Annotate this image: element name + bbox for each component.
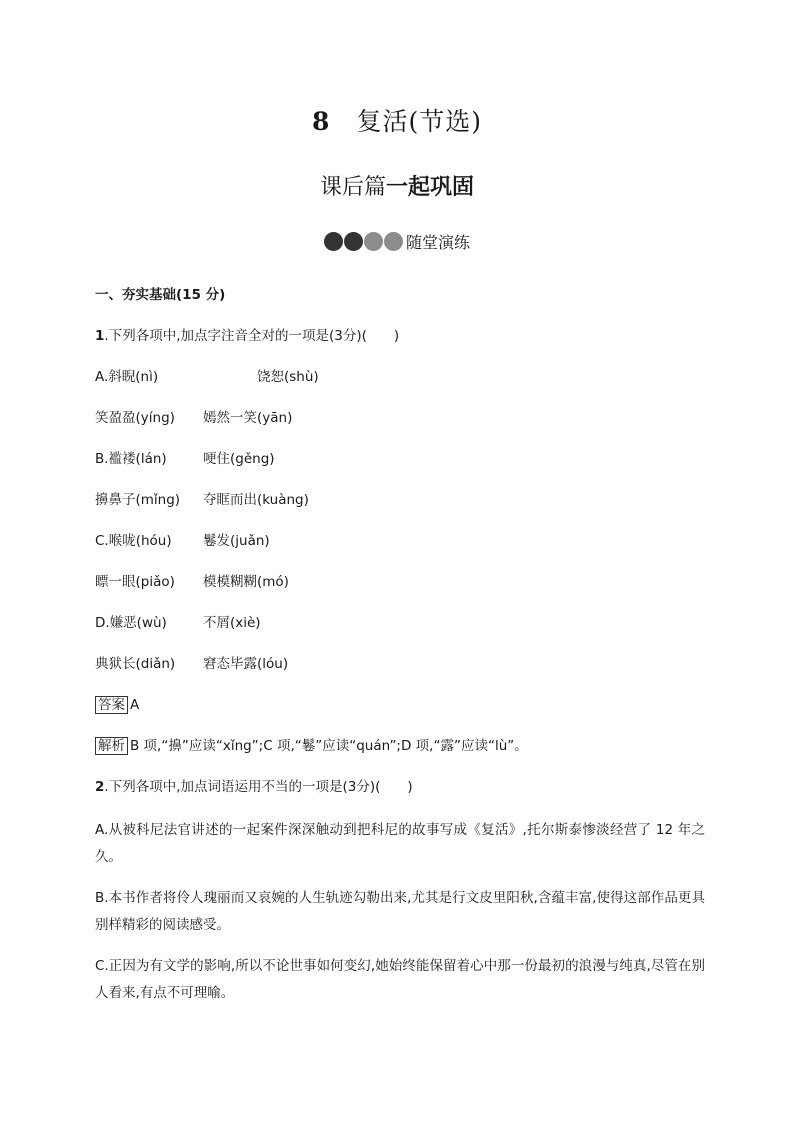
option-c-item-2: 鬈发(juǎn) xyxy=(203,533,270,549)
option-c-item-4: 模模糊糊(mó) xyxy=(203,574,289,590)
question-1-stem xyxy=(95,325,705,366)
question-2-stem xyxy=(95,776,705,817)
option-b-row-2 xyxy=(95,489,705,530)
question-number: 1 xyxy=(95,328,105,344)
subtitle-regular: 课后篇 xyxy=(319,175,386,200)
lesson-title: 复活(节选) xyxy=(356,107,482,136)
option-c-row-1 xyxy=(95,530,705,571)
option-b-item-2: 哽住(gěng) xyxy=(203,451,275,467)
option-a-row-2 xyxy=(95,407,705,448)
option-a-item-2: 饶恕(shù) xyxy=(257,369,319,385)
option-d-item-1: D.嫌恶(wù) xyxy=(95,615,167,631)
page-title xyxy=(0,102,794,138)
question-2-option-c: C.正因为有文学的影响,所以不论世事如何变幻,她始终能保留着心中那一份最初的浪漫与纯真,尽管在别人看来,有点不可理喻。 xyxy=(95,958,705,1001)
practice-tag xyxy=(0,230,794,253)
question-text: .下列各项中,加点词语运用不当的一项是(3分)( ) xyxy=(104,779,413,795)
option-a-row-1 xyxy=(95,366,705,407)
question-text: .下列各项中,加点字注音全对的一项是(3分)( ) xyxy=(104,328,400,344)
question-number: 2 xyxy=(95,779,105,795)
practice-tag-label: 随堂演练 xyxy=(405,233,470,252)
question-2-option-a: A.从被科尼法官讲述的一起案件深深触动到把科尼的故事写成《复活》,托尔斯泰惨淡经营了 12 年之久。 xyxy=(95,822,705,865)
answer-value: A xyxy=(130,697,140,713)
option-a-item-1: A.斜睨(nì) xyxy=(95,369,159,385)
option-c-item-1: C.喉咙(hóu) xyxy=(95,533,172,549)
option-b-item-4: 夺眶而出(kuàng) xyxy=(203,492,309,508)
dot-icon xyxy=(344,232,363,251)
answer-row xyxy=(95,694,705,735)
analysis-label: 解析 xyxy=(95,737,128,755)
answer-label: 答案 xyxy=(95,696,128,714)
option-b-item-3: 擤鼻子(mǐng) xyxy=(95,492,181,508)
analysis-text: B 项,“擤”应读“xǐng”;C 项,“鬈”应读“quán”;D 项,“露”应读“lù”。 xyxy=(130,738,528,754)
exercise-content xyxy=(95,284,705,1021)
dots-icon xyxy=(324,232,404,251)
dot-icon xyxy=(324,232,343,251)
option-d-row-2 xyxy=(95,653,705,694)
dot-icon xyxy=(384,232,403,251)
option-c-row-2 xyxy=(95,571,705,612)
analysis-row xyxy=(95,735,705,776)
option-b-row-1 xyxy=(95,448,705,489)
option-c-item-3: 瞟一眼(piǎo) xyxy=(95,574,175,590)
option-a-item-4: 嫣然一笑(yān) xyxy=(203,410,293,426)
lesson-number: 8 xyxy=(312,107,331,136)
question-2-option-b: B.本书作者将伶人瑰丽而又哀婉的人生轨迹勾勒出来,尤其是行文皮里阳秋,含蕴丰富,使得这部作品更具别样精彩的阅读感受。 xyxy=(95,890,705,933)
section-heading: 一、夯实基础(15 分) xyxy=(95,287,226,303)
dot-icon xyxy=(364,232,383,251)
option-d-item-3: 典狱长(diǎn) xyxy=(95,656,176,672)
page-subtitle xyxy=(0,170,794,201)
option-d-item-2: 不屑(xiè) xyxy=(203,615,261,631)
option-b-item-1: B.褴褛(lán) xyxy=(95,451,167,467)
option-a-item-3: 笑盈盈(yíng) xyxy=(95,410,175,426)
option-d-item-4: 窘态毕露(lóu) xyxy=(203,656,289,672)
option-d-row-1 xyxy=(95,612,705,653)
subtitle-bold: 一起巩固 xyxy=(386,175,475,200)
